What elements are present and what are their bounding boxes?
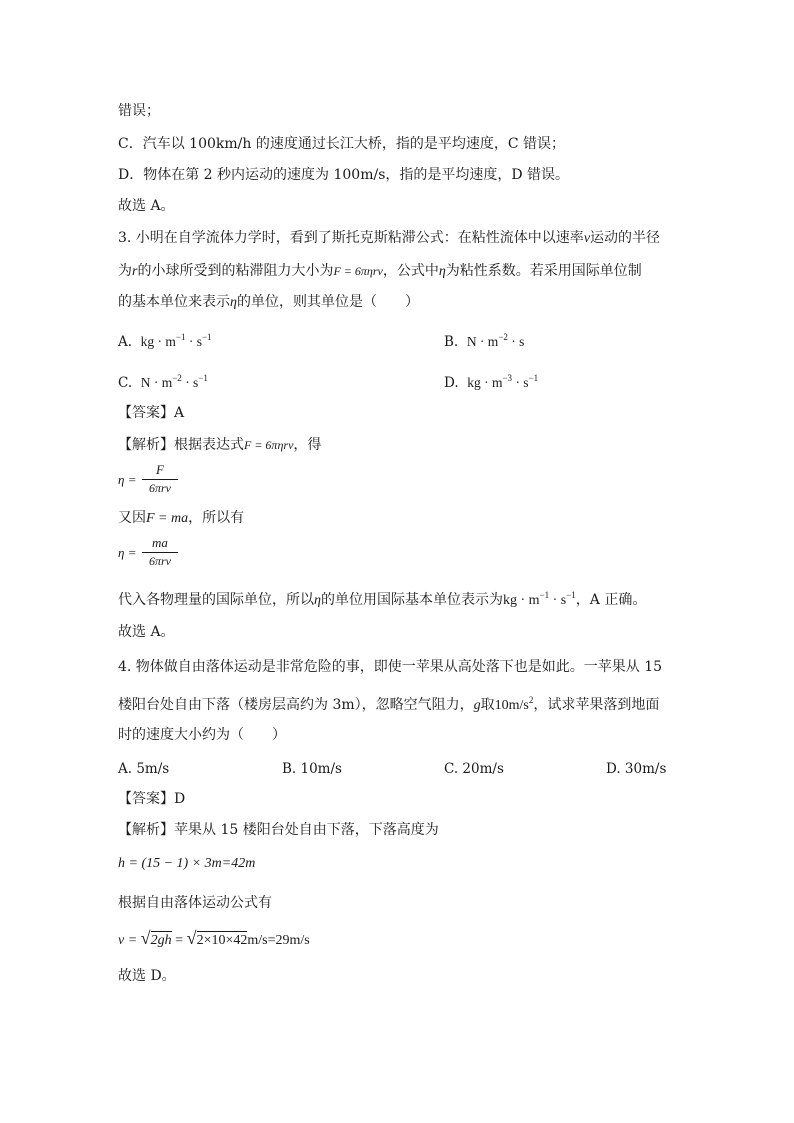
option-a: A. 5m/s	[118, 761, 170, 777]
radicand: 2×10×42	[196, 933, 248, 948]
velocity-equation	[118, 928, 310, 950]
option-b	[444, 328, 524, 351]
formula: F = 6πηrv	[244, 438, 294, 452]
text-line	[118, 586, 646, 610]
unit-base: N · m	[466, 334, 499, 349]
option-label: B.	[444, 334, 459, 350]
unit-mid: · s	[181, 375, 199, 390]
sqrt-2gh	[140, 928, 172, 950]
fraction-numerator: ma	[152, 535, 168, 550]
option-b: B. 10m/s	[282, 761, 342, 777]
radical-sign: √	[140, 928, 151, 948]
unit	[141, 375, 208, 390]
text: ，所以有	[188, 510, 245, 526]
text: 为	[118, 263, 132, 279]
option-a	[118, 328, 212, 351]
text: ，公式中	[382, 263, 439, 279]
text-line: 根据自由落体运动公式有	[118, 895, 272, 911]
question-4-line3: 时的速度大小约为（ ）	[118, 727, 286, 743]
text-line	[118, 509, 244, 528]
question-4-line2	[118, 691, 659, 715]
option-c	[118, 369, 208, 392]
question-3-line1	[118, 229, 660, 248]
fraction-eta-ma	[118, 535, 188, 571]
eq-lhs: v =	[118, 933, 138, 948]
text-line: 故选 A。	[118, 198, 175, 214]
var-eta: η	[438, 264, 446, 279]
formula: F = ma	[146, 511, 189, 526]
analysis-4: 【解析】苹果从 15 楼阳台处自由下落，下落高度为	[118, 822, 439, 838]
text: 3. 小明在自学流体力学时，看到了斯托克斯粘滞公式：在粘性流体中以速率	[118, 230, 584, 246]
option-label: A.	[118, 334, 133, 350]
text: 【解析】根据表达式	[118, 437, 244, 453]
text: 的单位，则其单位是（ ）	[236, 294, 419, 310]
text-line: 错误；	[118, 103, 160, 119]
fraction-bar	[142, 552, 178, 553]
fraction-lhs: η =	[118, 472, 137, 487]
analysis-3	[118, 436, 321, 454]
formula: F = 6πηrv	[333, 264, 383, 278]
text: 的单位用国际基本单位表示为	[320, 592, 503, 608]
unit-base: N · m	[140, 375, 173, 390]
text: 楼阳台处自由下落（楼房层高约为 3m），忽略空气阻力，	[118, 697, 474, 713]
fraction-denominator: 6πrv	[148, 554, 171, 568]
question-3-line2	[118, 262, 642, 281]
exponent: −3	[502, 373, 513, 383]
equals: =	[171, 933, 187, 948]
exponent: −1	[201, 332, 212, 342]
sqrt-numeric	[186, 928, 248, 950]
answer-4: 【答案】D	[118, 791, 186, 807]
unit-mid: · s	[512, 375, 529, 390]
unit-base: kg · m	[467, 375, 503, 390]
result: m/s=29m/s	[247, 933, 310, 948]
unit	[141, 334, 212, 349]
text: 为粘性系数。若采用国际单位制	[445, 263, 642, 279]
exponent: 2	[528, 695, 534, 705]
option-label: C.	[118, 375, 133, 391]
exponent: −2	[172, 373, 182, 383]
unit-base: kg · m	[140, 334, 176, 349]
text-line: 故选 A。	[118, 624, 175, 640]
fraction-eta-f	[118, 462, 188, 498]
option-c: C. 20m/s	[444, 761, 504, 777]
var-eta: η	[314, 593, 321, 608]
var-g: g	[473, 698, 481, 713]
question-3-line3	[118, 293, 419, 312]
text: ，A 正确。	[575, 592, 647, 608]
option-d: D. 30m/s	[606, 761, 667, 777]
text: 运动的半径	[590, 230, 661, 246]
exponent: −1	[539, 590, 550, 600]
unit	[467, 375, 538, 390]
text: 代入各物理量的国际单位，所以	[118, 592, 314, 608]
text-line: D．物体在第 2 秒内运动的速度为 100m/s，指的是平均速度，D 错误。	[118, 167, 570, 183]
question-4-line1: 4. 物体做自由落体运动是非常危险的事，即使一苹果从高处落下也是如此。一苹果从 15	[118, 659, 663, 675]
exponent: −2	[498, 332, 508, 342]
text: 又因	[118, 510, 146, 526]
option-label: D.	[444, 375, 459, 391]
radicand: 2gh	[150, 933, 172, 948]
text: 的基本单位来表示	[118, 294, 230, 310]
fraction-numerator: F	[156, 462, 164, 477]
text-line: C．汽车以 100km/h 的速度通过长江大桥，指的是平均速度，C 错误；	[118, 136, 565, 152]
var-v: v	[583, 231, 591, 246]
unit-mid: · s	[549, 593, 567, 608]
unit	[502, 590, 576, 608]
exponent: −1	[566, 590, 576, 600]
var-eta: η	[230, 295, 237, 310]
exponent: −1	[175, 332, 186, 342]
answer-3: 【答案】A	[118, 405, 185, 421]
text: ，得	[293, 437, 322, 453]
text: 的小球所受到的粘滞阻力大小为	[137, 263, 334, 279]
text: ，试求苹果落到地面	[533, 697, 660, 713]
radical-sign: √	[186, 928, 197, 948]
fraction-bar	[142, 479, 178, 480]
exponent: −1	[198, 373, 208, 383]
var-r: r	[132, 264, 138, 279]
text: 取	[480, 697, 495, 713]
fraction-lhs: η =	[118, 545, 137, 560]
unit	[494, 695, 534, 713]
unit-base: kg · m	[502, 593, 540, 608]
option-d	[444, 369, 538, 392]
fraction-denominator: 6πrv	[148, 481, 171, 495]
text-line: 故选 D。	[118, 968, 176, 984]
exponent: −1	[528, 373, 539, 383]
unit-mid: · s	[185, 334, 202, 349]
height-equation: h = (15 − 1) × 3m=42m	[118, 856, 256, 871]
unit-base: 10m/s	[494, 698, 529, 713]
unit	[467, 334, 525, 349]
unit-mid: · s	[507, 334, 525, 349]
